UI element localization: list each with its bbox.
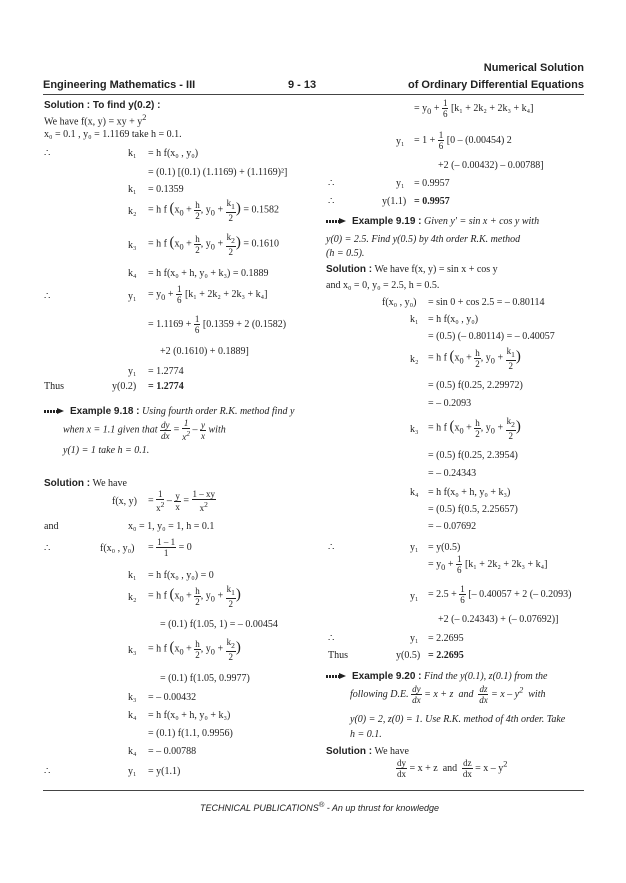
r-y1-label-3: y₁ [410, 542, 419, 553]
therefore-symbol-3: ∴ [44, 543, 51, 554]
k2-label: k₂ [128, 206, 137, 217]
r-y1-subst-2: = 2.5 + $\frac{1}{6}$ [– 0.40057 + 2 (– 0.2093) [428, 584, 572, 605]
example-918-heading: Example 9.18 : Using fourth order R.K. method find y [44, 406, 294, 417]
r-y1-formula: = $y_0$ + $\frac{1}{6}$ [k₁ + 2k₂ + 2k₃ + k₄] [414, 98, 534, 119]
r-y1-result: = 0.9957 [414, 178, 450, 189]
solution-3-init: and x₀ = 0, y₀ = 2.5, h = 0.5. [326, 280, 440, 291]
k1-line1: = h f(x₀ , y₀) [148, 148, 199, 159]
example-919-body-2: (h = 0.5). [326, 248, 365, 259]
r-k4-label: k₄ [410, 487, 419, 498]
therefore-symbol-4: ∴ [44, 766, 51, 777]
init-values-2: x₀ = 1, y₀ = 1, h = 0.1 [128, 521, 215, 532]
k1-line2: = (0.1) [(0.1) (1.1169) + (1.1169)²] [148, 167, 288, 178]
k4-label: k₄ [128, 268, 137, 279]
b-k3-value: = – 0.00432 [148, 692, 197, 703]
r-k4-value: = – 0.07692 [428, 521, 477, 532]
fxy-label: f(x, y) [112, 496, 137, 507]
r-k2-value: = – 0.2093 [428, 398, 472, 409]
r-k3-subst: = (0.5) f(0.25, 2.3954) [428, 450, 518, 461]
y11-label: y(1.1) [382, 196, 407, 207]
r-f0-label: f(x₀ , y₀) [382, 297, 417, 308]
r-y1-formula-2: = $y_0$ + $\frac{1}{6}$ [k₁ + 2k₂ + 2k₃ + k₄] [428, 554, 548, 575]
r-therefore-3: ∴ [328, 542, 335, 553]
k1-label-2: k₁ [128, 184, 137, 195]
solution-3: Solution : We have f(x, y) = sin x + cos y [326, 264, 498, 275]
y1-substitute-cont: +2 (0.1610) + 0.1889] [160, 346, 249, 357]
example-919-body: y(0) = 2.5. Find y(0.5) by 4th order R.K. method [326, 234, 521, 245]
initial-values: x₀ = 0.1 , y₀ = 1.1169 take h = 0.1. [44, 129, 182, 140]
b-k3-subst: = (0.1) f(1.05, 0.9977) [160, 673, 250, 684]
r-y1-y05: = y(0.5) [428, 542, 461, 553]
r-k4-formula: = h f(x₀ + h, y₀ + k₃) [428, 487, 511, 498]
header-right-line1: Numerical Solution [483, 62, 584, 74]
arrow-icon [326, 218, 348, 225]
arrow-icon [44, 408, 66, 415]
example-920-heading: Example 9.20 : Find the y(0.1), z(0.1) from the [326, 671, 547, 682]
k3-formula: = h f ($x_0$ + $\frac{h}{2}$ , $y_0$ + $\frac{k_2}{2}$ ) = 0.1610 [148, 232, 279, 257]
y1-formula: = $y_0$ + $\frac{1}{6}$ [k₁ + 2k₂ + 2k₃ + k₄] [148, 284, 268, 305]
r-k2-formula: = h f ($x_0$ + $\frac{h}{2}$ , $y_0$ + $\frac{k_1}{2}$ ) [428, 346, 521, 371]
k3-label: k₃ [128, 240, 137, 251]
arrow-icon [326, 673, 348, 680]
function-def: We have f(x, y) = xy + $y^2$ [44, 113, 147, 128]
r-y1-label-5: y₁ [410, 633, 419, 644]
example-918-init: y(1) = 1 take h = 0.1. [63, 445, 150, 456]
fxy-value: = $\frac{1}{x^2}$ – $\frac{y}{x}$ = $\frac{1 - xy}{x^2}$ [148, 489, 216, 513]
r-y1-label-4: y₁ [410, 591, 419, 602]
r-therefore: ∴ [328, 178, 335, 189]
example-919-heading: Example 9.19 : Given y′ = sin x + cos y with [326, 216, 539, 227]
y02-label: y(0.2) [112, 381, 137, 392]
b-k4-formula: = h f(x₀ + h, y₀ + k₃) [148, 710, 231, 721]
r-therefore-4: ∴ [328, 633, 335, 644]
f0-value: = $\frac{1 - 1}{1}$ = 0 [148, 537, 192, 558]
solution-heading: Solution : To find y(0.2) : [44, 100, 161, 111]
r-k1-formula: = h f(x₀ , y₀) [428, 314, 479, 325]
f0-label: f(x₀ , y₀) [100, 543, 135, 554]
y1-label-2: y₁ [128, 366, 137, 377]
b-k4-label-2: k₄ [128, 746, 137, 757]
therefore-symbol-2: ∴ [44, 291, 51, 302]
k2-formula: = h f ($x_0$ + $\frac{h}{2}$ , $y_0$ + $\frac{k_1}{2}$ ) = 0.1582 [148, 198, 279, 223]
r-y1-result-2: = 2.2695 [428, 633, 464, 644]
r-y1-label: y₁ [396, 136, 405, 147]
b-k2-value: = (0.1) f(1.05, 1) = – 0.00454 [160, 619, 278, 630]
r-y1-subst-cont: +2 (– 0.00432) – 0.00788] [438, 160, 544, 171]
y05-result: = 2.2695 [428, 650, 464, 661]
b-k4-label: k₄ [128, 710, 137, 721]
example-920-init: y(0) = 2, z(0) = 1. Use R.K. method of 4th order. Take [350, 714, 566, 725]
solution-4: Solution : We have [326, 746, 409, 757]
footer-text: TECHNICAL PUBLICATIONS® - An up thrust for knowledge [200, 800, 439, 813]
solution-2: Solution : We have [44, 478, 127, 489]
y1-label: y₁ [128, 291, 137, 302]
b-k2-formula: = h f ($x_0$ + $\frac{h}{2}$ , $y_0$ + $\frac{k_1}{2}$ ) [148, 584, 241, 609]
b-y1-value: = y(1.1) [148, 766, 181, 777]
b-k3-label: k₃ [128, 645, 137, 656]
b-k3-formula: = h f ($x_0$ + $\frac{h}{2}$ , $y_0$ + $\frac{k_2}{2}$ ) [148, 637, 241, 662]
r-k1-value: = (0.5) (– 0.80114) = – 0.40057 [428, 331, 555, 342]
header-left: Engineering Mathematics - III [43, 79, 196, 91]
r-y1-subst: = 1 + $\frac{1}{6}$ [0 – (0.00454) 2 [414, 130, 512, 151]
b-k1-label: k₁ [128, 570, 137, 581]
r-k4-subst: = (0.5) f(0.5, 2.25657) [428, 504, 518, 515]
example-918-body: when x = 1.1 given that $\frac{dy}{dx}$ = $\frac{1}{x^2}$ – $\frac{y}{x}$ with [63, 418, 226, 442]
therefore-symbol: ∴ [44, 148, 51, 159]
b-k1-value: = h f(x₀ , y₀) = 0 [148, 570, 214, 581]
b-k4-subst: = (0.1) f(1.1, 0.9956) [148, 728, 233, 739]
and-label: and [44, 521, 59, 532]
r-f0-value: = sin 0 + cos 2.5 = – 0.80114 [428, 297, 545, 308]
system-equations: $\frac{dy}{dx}$ = x + z and $\frac{dz}{dx}$ = x – $y^2$ [397, 758, 508, 779]
r-therefore-2: ∴ [328, 196, 335, 207]
b-k2-label: k₂ [128, 592, 137, 603]
y1-result: = 1.2774 [148, 366, 184, 377]
y02-result: = 1.2774 [148, 381, 184, 392]
y05-label: y(0.5) [396, 650, 421, 661]
y11-result: = 0.9957 [414, 196, 450, 207]
thus-label: Thus [44, 381, 64, 392]
r-k2-subst: = (0.5) f(0.25, 2.29972) [428, 380, 523, 391]
y1-substitute: = 1.1169 + $\frac{1}{6}$ [0.1359 + 2 (0.1582) [148, 314, 287, 335]
b-k3-label-2: k₃ [128, 692, 137, 703]
r-k3-value: = – 0.24343 [428, 468, 477, 479]
k1-label: k₁ [128, 148, 137, 159]
b-k4-value: = – 0.00788 [148, 746, 197, 757]
example-920-step: h = 0.1. [350, 729, 382, 740]
r-k3-label: k₃ [410, 424, 419, 435]
example-920-body: following D.E. $\frac{dy}{dx}$ = x + z and $\frac{dz}{dx}$ = x – $y^2$ with [350, 684, 546, 705]
k4-line: = h f(x₀ + h, y₀ + k₃) = 0.1889 [148, 268, 269, 279]
r-k1-label: k₁ [410, 314, 419, 325]
r-thus: Thus [328, 650, 348, 661]
b-y1-label: y₁ [128, 766, 137, 777]
r-y1-label-2: y₁ [396, 178, 405, 189]
k1-result: = 0.1359 [148, 184, 184, 195]
footer-rule [43, 790, 584, 791]
r-y1-subst-3: +2 (– 0.24343) + (– 0.07692)] [438, 614, 559, 625]
r-k2-label: k₂ [410, 354, 419, 365]
header-page-number: 9 - 13 [288, 79, 317, 91]
r-k3-formula: = h f ($x_0$ + $\frac{h}{2}$ , $y_0$ + $\frac{k_2}{2}$ ) [428, 416, 521, 441]
header-right-line2: of Ordinary Differential Equations [407, 79, 584, 91]
header-rule [43, 94, 584, 95]
